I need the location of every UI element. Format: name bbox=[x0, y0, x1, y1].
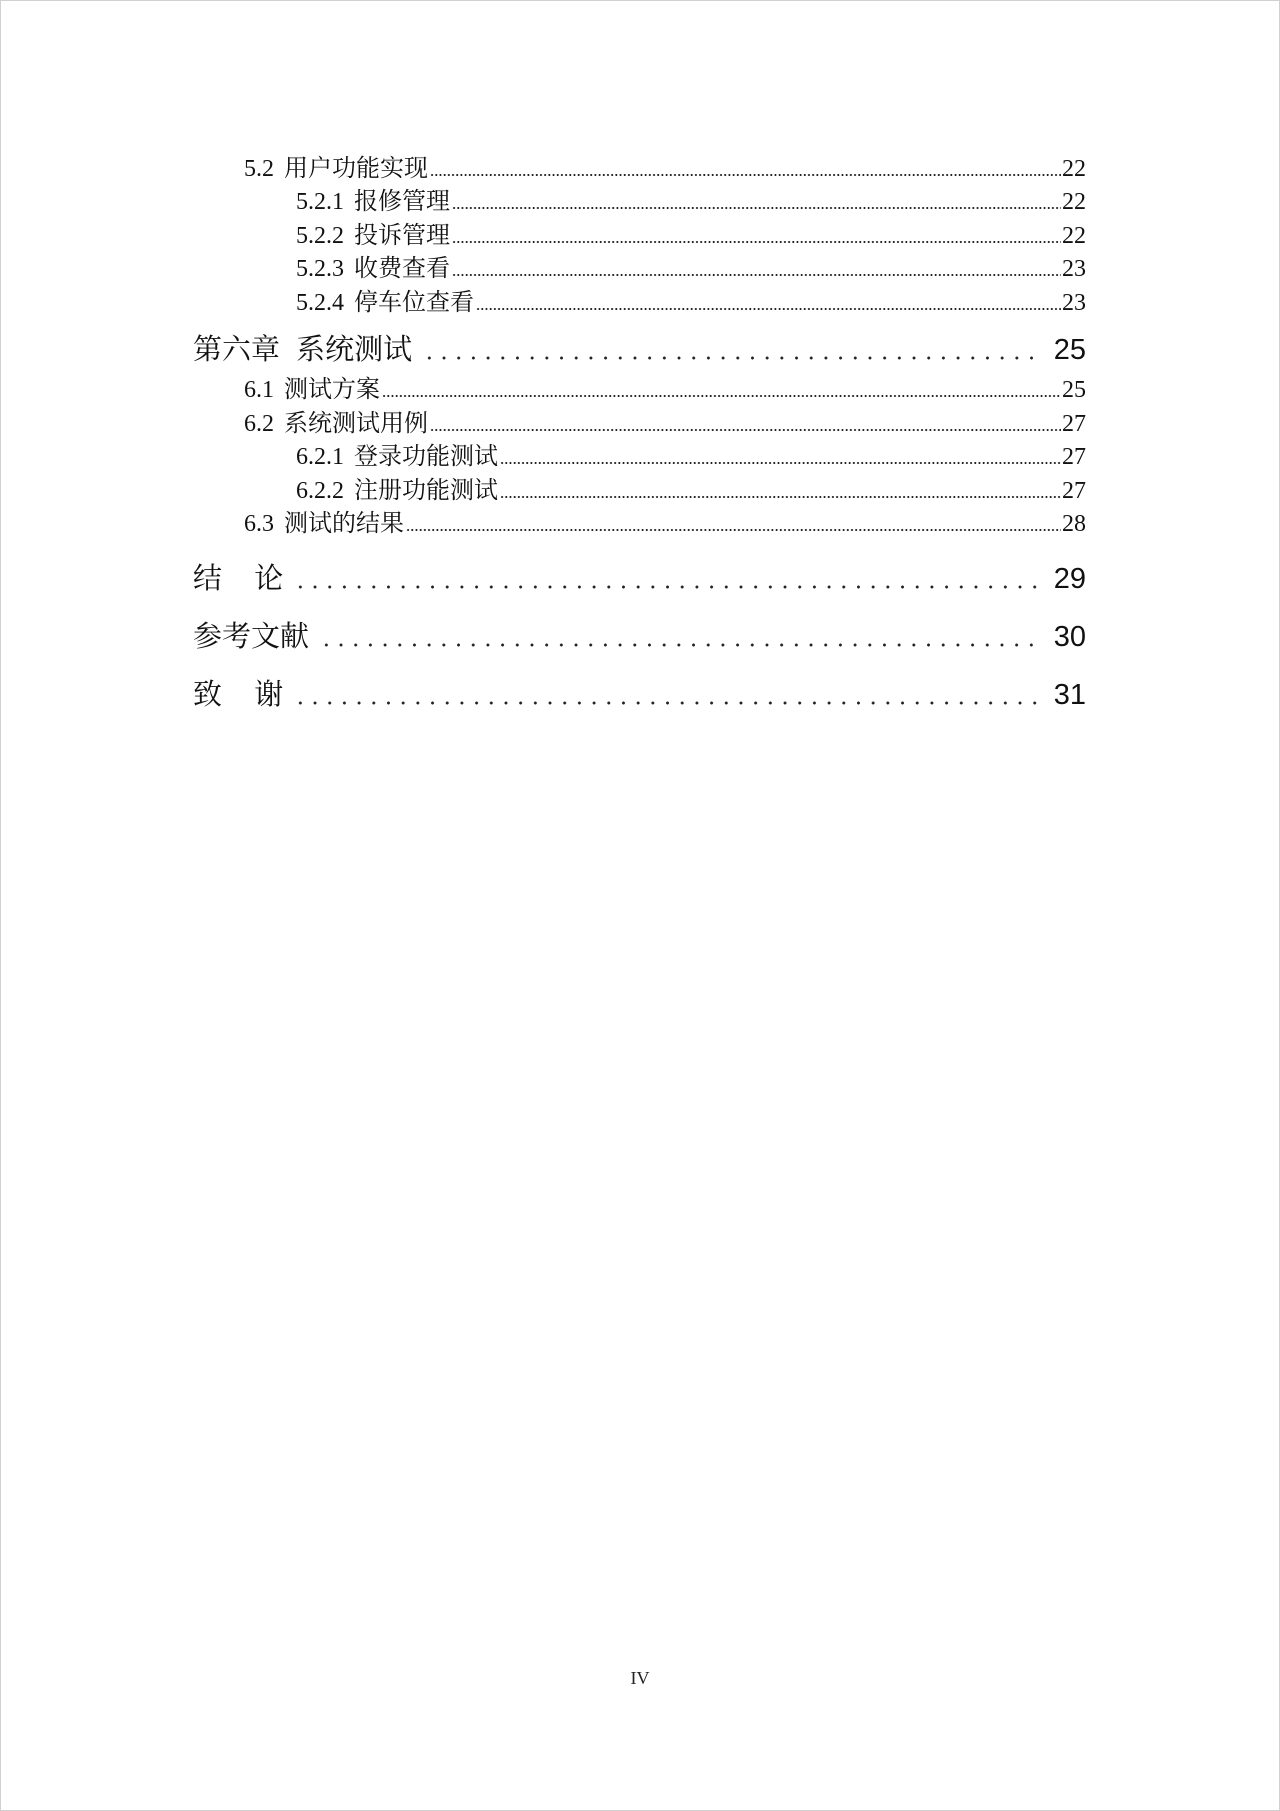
toc-entry-5-2-1[interactable] bbox=[193, 186, 1086, 220]
dot-leader bbox=[293, 698, 1040, 708]
toc-page-number: 27 bbox=[1062, 444, 1086, 470]
toc-page-number: 30 bbox=[1053, 621, 1086, 653]
toc-entry-title: 6.2.1 登录功能测试 bbox=[296, 444, 498, 470]
toc-page-number: 23 bbox=[1062, 289, 1086, 316]
toc-references[interactable] bbox=[193, 617, 1086, 657]
toc-entry-5-2-2[interactable] bbox=[193, 219, 1086, 253]
dot-leader bbox=[319, 640, 1040, 650]
toc-entry-title: 5.2.4 停车位查看 bbox=[296, 289, 474, 316]
dot-leader bbox=[452, 237, 1061, 247]
dot-leader bbox=[430, 425, 1061, 435]
dot-leader bbox=[452, 203, 1061, 213]
toc-entry-title: 6.3 测试的结果 bbox=[244, 511, 404, 537]
dot-leader bbox=[293, 582, 1040, 592]
toc-conclusion[interactable] bbox=[193, 559, 1086, 599]
toc-entry-title: 5.2.3 收费查看 bbox=[296, 256, 450, 282]
toc-acknowledgements[interactable] bbox=[193, 675, 1086, 715]
toc-chapter-title: 结 论 bbox=[193, 563, 284, 595]
toc-page-number: 23 bbox=[1062, 256, 1086, 282]
dot-leader bbox=[422, 353, 1040, 363]
toc-entry-title: 6.1 测试方案 bbox=[244, 377, 380, 403]
dot-leader bbox=[500, 492, 1061, 502]
toc-entry-5-2-3[interactable] bbox=[193, 253, 1086, 287]
toc-entry-title: 6.2.2 注册功能测试 bbox=[296, 477, 498, 504]
toc-entry-6-2-1[interactable] bbox=[193, 441, 1086, 475]
toc-page-number: 27 bbox=[1062, 477, 1086, 504]
dot-leader bbox=[476, 304, 1061, 314]
toc-entry-5-2-4[interactable] bbox=[193, 286, 1086, 320]
toc-page-number: 22 bbox=[1062, 189, 1086, 215]
toc-chapter-title: 第六章 系统测试 bbox=[193, 333, 413, 366]
toc-entry-title: 5.2.1 报修管理 bbox=[296, 189, 450, 215]
toc-page-number: 27 bbox=[1062, 410, 1086, 437]
toc-page-number: 22 bbox=[1062, 222, 1086, 249]
toc-entry-title: 5.2 用户功能实现 bbox=[244, 155, 428, 182]
toc-page-number: 29 bbox=[1053, 563, 1086, 595]
dot-leader bbox=[430, 170, 1061, 180]
page-footer-number: IV bbox=[630, 1668, 650, 1688]
toc-page-number: 31 bbox=[1053, 679, 1086, 711]
toc-entry-6-2-2[interactable] bbox=[193, 474, 1086, 508]
toc-chapter-title: 参考文献 bbox=[193, 621, 310, 653]
dot-leader bbox=[382, 391, 1061, 401]
toc-entry-5-2[interactable] bbox=[193, 152, 1086, 186]
toc-page-number: 25 bbox=[1062, 377, 1086, 403]
toc-entry-6-3[interactable] bbox=[193, 508, 1086, 542]
toc-entry-6-1[interactable] bbox=[193, 374, 1086, 408]
dot-leader bbox=[406, 525, 1061, 535]
toc-page-number: 28 bbox=[1062, 511, 1086, 537]
dot-leader bbox=[500, 458, 1061, 468]
toc-entry-title: 5.2.2 投诉管理 bbox=[296, 222, 450, 249]
table-of-contents bbox=[193, 152, 1086, 715]
toc-page-number: 25 bbox=[1053, 333, 1086, 366]
toc-entry-6-2[interactable] bbox=[193, 407, 1086, 441]
toc-chapter-6[interactable] bbox=[193, 330, 1086, 370]
toc-chapter-title: 致 谢 bbox=[193, 679, 284, 711]
toc-entry-title: 6.2 系统测试用例 bbox=[244, 410, 428, 437]
dot-leader bbox=[452, 270, 1061, 280]
toc-page-number: 22 bbox=[1062, 155, 1086, 182]
